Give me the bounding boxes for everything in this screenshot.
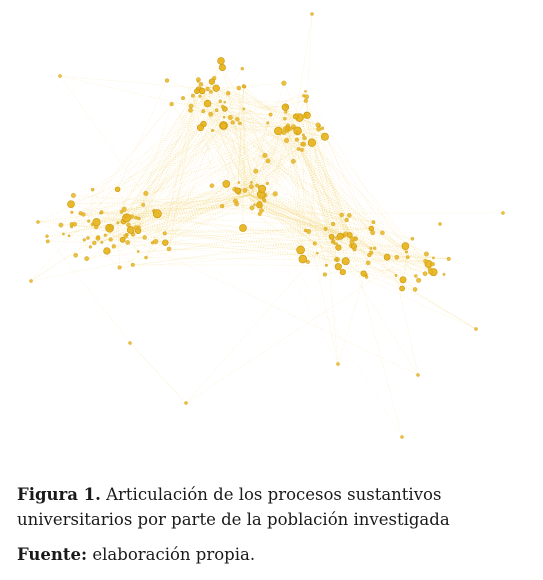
network-edge bbox=[312, 143, 426, 261]
network-edge bbox=[130, 343, 186, 403]
network-edge bbox=[133, 265, 327, 266]
network-edge bbox=[169, 90, 199, 250]
network-node bbox=[424, 252, 429, 257]
network-node bbox=[316, 123, 321, 128]
network-node bbox=[118, 266, 122, 270]
network-node bbox=[235, 117, 239, 121]
network-node bbox=[181, 96, 185, 100]
network-edge bbox=[262, 211, 315, 244]
network-node bbox=[204, 100, 211, 107]
network-node bbox=[306, 229, 310, 233]
network-node bbox=[238, 181, 240, 183]
network-node bbox=[249, 184, 254, 189]
network-edge bbox=[71, 128, 200, 205]
network-edge bbox=[118, 81, 167, 190]
network-node bbox=[137, 250, 139, 252]
network-node bbox=[254, 169, 259, 174]
network-node bbox=[286, 124, 289, 127]
network-node bbox=[223, 180, 230, 187]
network-node bbox=[189, 104, 193, 108]
figure-label: Figura 1. bbox=[17, 485, 101, 504]
network-node bbox=[297, 246, 305, 254]
network-edge bbox=[375, 248, 416, 276]
network-node bbox=[321, 133, 328, 140]
network-node bbox=[335, 263, 342, 270]
network-node bbox=[334, 258, 337, 261]
network-node bbox=[255, 184, 259, 188]
network-node bbox=[331, 222, 335, 226]
network-node bbox=[304, 99, 308, 103]
network-node bbox=[284, 111, 287, 114]
network-node bbox=[191, 94, 195, 98]
network-node bbox=[115, 187, 120, 192]
network-node bbox=[128, 341, 131, 344]
network-edge bbox=[250, 195, 449, 259]
network-node bbox=[228, 115, 233, 120]
network-edge bbox=[90, 183, 239, 247]
network-node bbox=[223, 116, 225, 118]
network-node bbox=[73, 222, 77, 226]
network-node bbox=[163, 232, 167, 236]
network-node bbox=[96, 236, 100, 240]
network-node bbox=[324, 227, 328, 231]
network-node bbox=[46, 240, 50, 244]
network-node bbox=[29, 279, 32, 282]
network-node bbox=[124, 234, 128, 238]
network-node bbox=[219, 100, 222, 103]
network-node bbox=[474, 327, 477, 330]
network-edge bbox=[93, 101, 221, 189]
network-edge bbox=[60, 76, 157, 214]
network-node bbox=[302, 94, 305, 97]
network-node bbox=[258, 212, 262, 216]
network-edge bbox=[130, 343, 186, 403]
network-node bbox=[321, 127, 324, 130]
network-node bbox=[308, 139, 316, 147]
network-node bbox=[340, 269, 346, 275]
network-node bbox=[104, 248, 111, 255]
network-node bbox=[366, 261, 370, 265]
network-edge bbox=[126, 236, 418, 375]
network-node bbox=[224, 101, 226, 103]
network-node bbox=[258, 185, 265, 192]
network-edge bbox=[306, 101, 332, 237]
network-node bbox=[336, 245, 342, 251]
network-node bbox=[151, 241, 154, 244]
network-edge bbox=[47, 236, 130, 343]
network-node bbox=[302, 114, 305, 117]
network-node bbox=[226, 91, 230, 95]
network-node bbox=[127, 226, 134, 233]
network-node bbox=[124, 214, 128, 218]
network-edge bbox=[172, 104, 262, 210]
network-node bbox=[313, 242, 317, 246]
network-node bbox=[67, 201, 74, 208]
network-node bbox=[99, 212, 101, 214]
network-node bbox=[45, 235, 48, 238]
network-node bbox=[101, 241, 104, 244]
network-node bbox=[340, 213, 344, 217]
network-node bbox=[144, 191, 149, 196]
network-node bbox=[365, 276, 368, 279]
network-node bbox=[400, 435, 403, 438]
network-edge bbox=[83, 104, 171, 214]
network-nodes bbox=[29, 12, 504, 438]
network-node bbox=[231, 120, 235, 124]
network-node bbox=[91, 223, 94, 226]
network-edge bbox=[250, 195, 426, 261]
network-node bbox=[219, 64, 225, 70]
network-edge bbox=[225, 106, 286, 109]
network-node bbox=[209, 79, 215, 85]
network-edge bbox=[250, 195, 371, 229]
network-node bbox=[372, 220, 376, 224]
network-node bbox=[209, 112, 213, 116]
network-node bbox=[209, 90, 212, 93]
network-node bbox=[197, 80, 199, 82]
network-node bbox=[438, 222, 441, 225]
network-node bbox=[400, 286, 405, 291]
network-node bbox=[332, 239, 335, 242]
network-node bbox=[395, 255, 399, 259]
network-node bbox=[285, 105, 287, 107]
network-edge bbox=[204, 96, 304, 124]
network-node bbox=[306, 260, 310, 264]
network-node bbox=[89, 245, 92, 248]
network-node bbox=[413, 287, 417, 291]
network-edge bbox=[333, 242, 476, 329]
network-node bbox=[221, 105, 224, 108]
network-node bbox=[384, 254, 390, 260]
network-node bbox=[250, 206, 255, 211]
network-node bbox=[215, 109, 218, 112]
network-node bbox=[259, 208, 263, 212]
source-label: Fuente: bbox=[17, 545, 88, 564]
network-node bbox=[91, 188, 94, 191]
network-node bbox=[297, 147, 300, 150]
network-node bbox=[304, 90, 306, 92]
network-node bbox=[336, 362, 339, 365]
network-node bbox=[266, 182, 269, 185]
network-node bbox=[431, 262, 435, 266]
network-node bbox=[414, 274, 417, 277]
network-node bbox=[109, 238, 113, 242]
network-node bbox=[142, 203, 146, 207]
source-text: elaboración propia. bbox=[92, 545, 256, 564]
network-node bbox=[299, 255, 307, 263]
network-node bbox=[295, 114, 298, 117]
network-edge bbox=[69, 125, 288, 236]
network-node bbox=[130, 215, 134, 219]
network-node bbox=[126, 240, 130, 244]
network-node bbox=[36, 220, 39, 223]
network-node bbox=[300, 148, 304, 152]
network-node bbox=[416, 278, 421, 283]
network-edge bbox=[371, 229, 429, 269]
network-node bbox=[310, 12, 313, 15]
network-edge bbox=[48, 241, 95, 243]
network-node bbox=[242, 84, 246, 88]
network-node bbox=[501, 211, 504, 214]
network-node bbox=[406, 255, 409, 258]
network-node bbox=[81, 212, 85, 216]
network-node bbox=[238, 122, 241, 125]
network-edge bbox=[337, 244, 426, 274]
network-node bbox=[428, 270, 433, 275]
network-edge bbox=[157, 107, 223, 214]
network-node bbox=[108, 226, 112, 230]
network-node bbox=[316, 127, 320, 131]
network-node bbox=[165, 79, 169, 83]
network-node bbox=[323, 273, 327, 277]
network-node bbox=[218, 57, 225, 64]
network-node bbox=[137, 217, 140, 220]
network-node bbox=[266, 159, 270, 163]
network-node bbox=[325, 264, 328, 267]
network-node bbox=[199, 95, 202, 98]
network-node bbox=[262, 197, 265, 200]
network-node bbox=[206, 87, 210, 91]
network-node bbox=[423, 259, 427, 263]
network-edge bbox=[60, 76, 208, 89]
network-node bbox=[284, 138, 289, 143]
network-edge bbox=[338, 263, 368, 364]
network-node bbox=[395, 274, 398, 277]
network-node bbox=[350, 237, 354, 241]
network-edge bbox=[156, 101, 221, 241]
network-node bbox=[199, 82, 203, 86]
network-node bbox=[370, 247, 373, 250]
network-node bbox=[92, 241, 96, 245]
network-node bbox=[199, 88, 205, 94]
network-node bbox=[112, 244, 116, 248]
network-edge bbox=[343, 236, 425, 274]
network-node bbox=[335, 243, 337, 245]
network-node bbox=[316, 252, 318, 254]
network-node bbox=[295, 138, 299, 142]
network-node bbox=[345, 218, 349, 222]
figure-caption-text: Articulación de los procesos sustantivos universitarios por parte de la población investigada bbox=[17, 485, 450, 529]
network-node bbox=[380, 231, 384, 235]
network-node bbox=[274, 127, 282, 135]
figure-source bbox=[17, 542, 532, 567]
network-node bbox=[405, 250, 408, 253]
network-node bbox=[197, 125, 203, 131]
network-node bbox=[70, 211, 73, 214]
network-node bbox=[302, 142, 306, 146]
network-node bbox=[369, 226, 374, 231]
network-node bbox=[243, 188, 247, 192]
network-node bbox=[134, 226, 138, 230]
network-node bbox=[250, 181, 252, 183]
network-edge bbox=[38, 195, 250, 222]
network-node bbox=[282, 104, 289, 111]
network-edge bbox=[226, 87, 244, 184]
network-node bbox=[443, 273, 446, 276]
network-node bbox=[210, 184, 214, 188]
network-node bbox=[104, 234, 107, 237]
network-edge bbox=[72, 212, 107, 251]
network-node bbox=[71, 193, 76, 198]
network-edge bbox=[320, 126, 403, 438]
network-node bbox=[411, 237, 414, 240]
network-node bbox=[241, 67, 244, 70]
network-edge bbox=[165, 233, 301, 250]
network-node bbox=[58, 74, 61, 77]
network-node bbox=[143, 235, 147, 239]
network-edge bbox=[312, 143, 419, 281]
network-node bbox=[423, 272, 427, 276]
network-node bbox=[283, 117, 286, 120]
network-node bbox=[62, 233, 64, 235]
network-node bbox=[120, 210, 123, 213]
network-node bbox=[288, 127, 292, 131]
network-node bbox=[213, 85, 220, 92]
network-node bbox=[188, 108, 192, 112]
network-node bbox=[126, 223, 130, 227]
network-edge bbox=[47, 227, 96, 236]
network-node bbox=[201, 109, 205, 113]
network-edge bbox=[338, 267, 476, 329]
network-node bbox=[282, 81, 287, 86]
network-node bbox=[237, 86, 241, 90]
network-edge bbox=[133, 111, 203, 234]
network-node bbox=[84, 256, 88, 260]
network-node bbox=[59, 223, 63, 227]
network-node bbox=[273, 192, 278, 197]
network-node bbox=[353, 248, 357, 252]
network-node bbox=[235, 188, 240, 193]
network-node bbox=[296, 131, 299, 134]
network-edge bbox=[71, 204, 165, 233]
network-node bbox=[283, 127, 287, 131]
network-node bbox=[194, 89, 199, 94]
network-node bbox=[329, 234, 334, 239]
network-node bbox=[74, 253, 78, 257]
network-edge bbox=[143, 131, 212, 205]
network-node bbox=[221, 123, 227, 129]
network-node bbox=[373, 247, 376, 250]
network-node bbox=[131, 263, 135, 267]
network-node bbox=[335, 236, 339, 240]
network-node bbox=[153, 210, 161, 218]
network-node bbox=[239, 224, 246, 231]
network-node bbox=[269, 113, 273, 117]
network-node bbox=[117, 221, 120, 224]
network-node bbox=[86, 236, 89, 239]
network-node bbox=[162, 240, 168, 246]
network-node bbox=[369, 251, 373, 255]
network-node bbox=[167, 247, 171, 251]
network-node bbox=[170, 102, 174, 106]
network-node bbox=[361, 271, 367, 277]
network-node bbox=[220, 204, 224, 208]
network-node bbox=[402, 243, 409, 250]
network-node bbox=[233, 199, 238, 204]
network-node bbox=[266, 122, 269, 125]
network-node bbox=[400, 277, 406, 283]
network-edge bbox=[235, 201, 259, 214]
network-node bbox=[68, 235, 70, 237]
network-node bbox=[416, 373, 419, 376]
network-node bbox=[302, 136, 306, 140]
network-node bbox=[144, 256, 147, 259]
network-edge bbox=[118, 223, 120, 268]
network-edge bbox=[186, 257, 408, 403]
network-node bbox=[263, 153, 268, 158]
network-edge bbox=[284, 83, 347, 220]
network-node bbox=[342, 258, 349, 265]
network-node bbox=[293, 128, 295, 130]
network-node bbox=[257, 201, 262, 206]
network-node bbox=[291, 159, 296, 164]
network-edge bbox=[31, 91, 202, 281]
network-node bbox=[347, 213, 351, 217]
network-node bbox=[253, 204, 255, 206]
network-node bbox=[184, 401, 187, 404]
network-node bbox=[432, 257, 434, 259]
network-node bbox=[243, 108, 245, 110]
network-node bbox=[211, 129, 214, 132]
network-node bbox=[87, 220, 90, 223]
network-node bbox=[447, 257, 451, 261]
network-edge bbox=[298, 131, 430, 269]
network-node bbox=[83, 238, 86, 241]
network-node bbox=[302, 134, 305, 137]
network-edges bbox=[31, 14, 503, 437]
figure-caption bbox=[17, 482, 532, 532]
